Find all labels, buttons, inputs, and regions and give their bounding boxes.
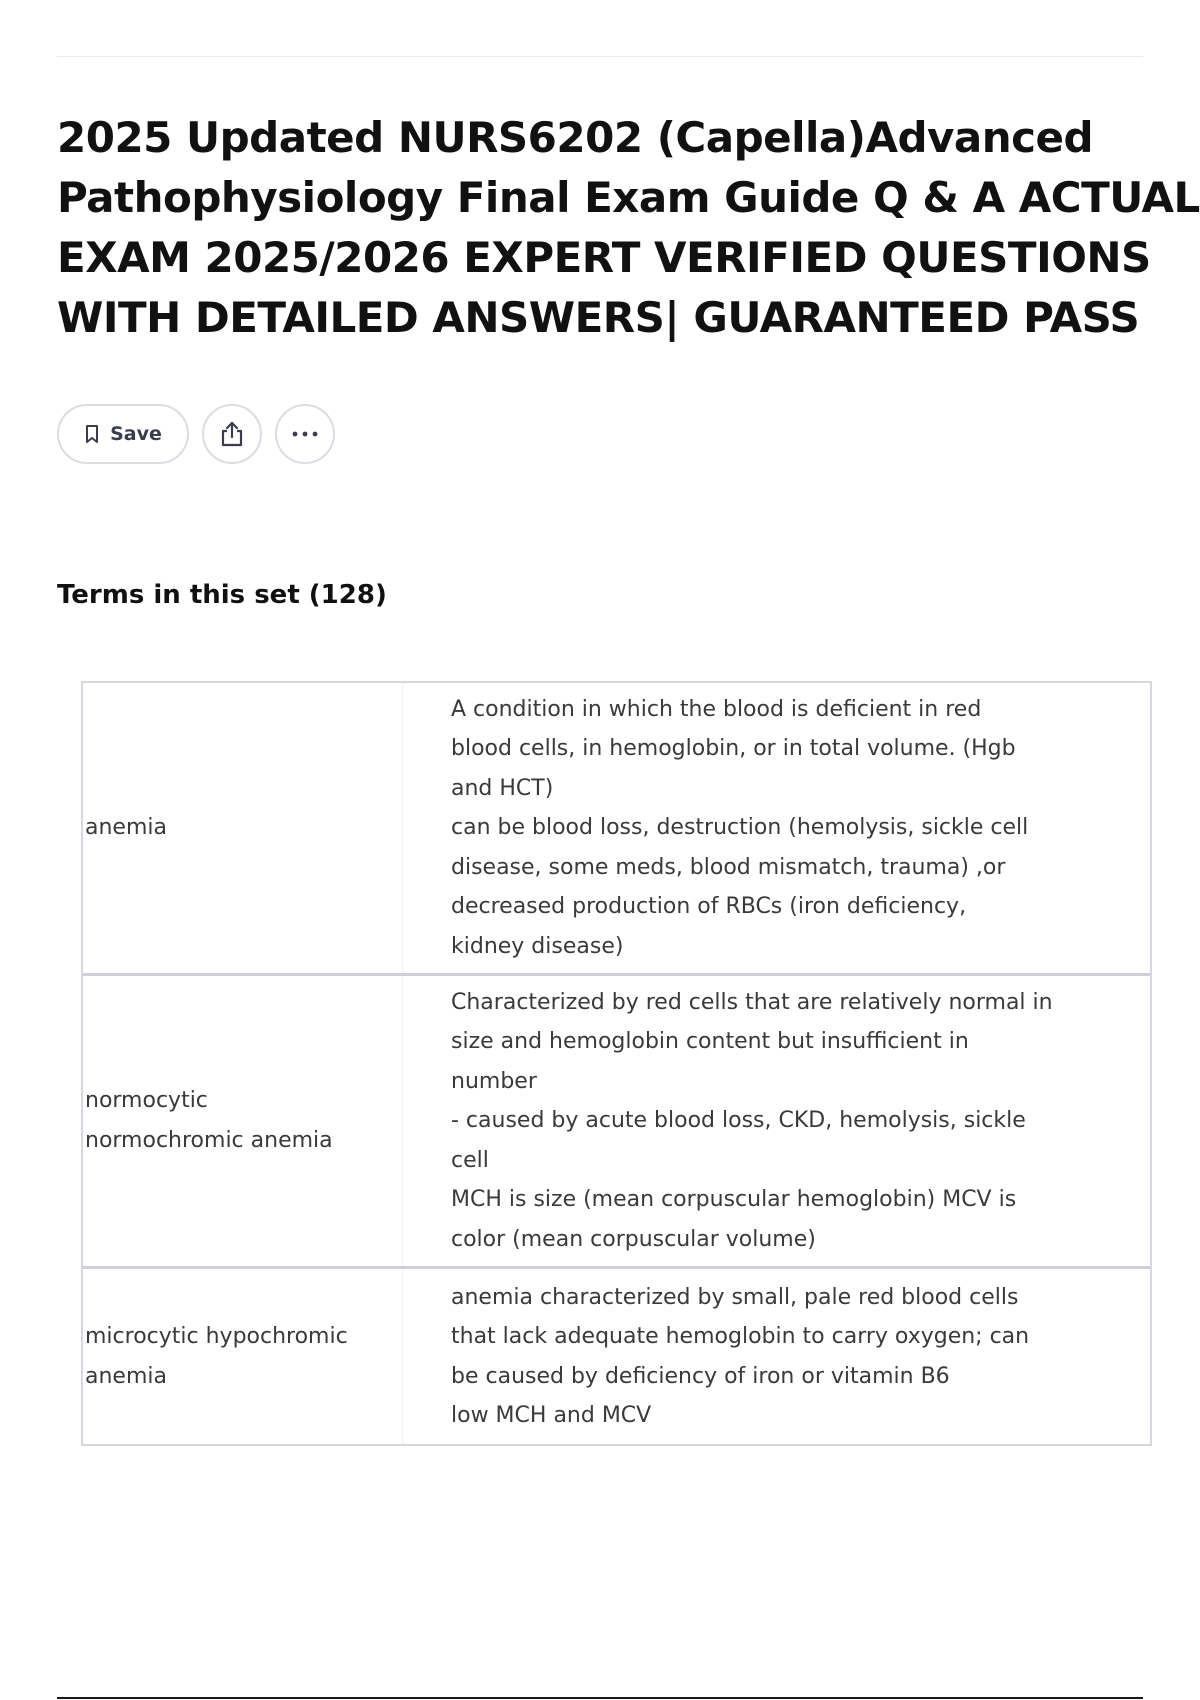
top-divider <box>57 56 1143 57</box>
page-title-line-2: Pathophysiology Final Exam Guide Q & A ACTUAL <box>57 173 1200 222</box>
bookmark-icon <box>84 424 100 444</box>
terms-table <box>81 681 1152 1446</box>
definition-cell <box>403 683 1150 973</box>
term-text: anemia <box>85 815 167 840</box>
action-bar <box>57 404 335 464</box>
page-title-line-3: EXAM 2025/2026 EXPERT VERIFIED QUESTIONS <box>57 233 1151 282</box>
term-row[interactable] <box>83 683 1150 976</box>
bottom-divider <box>57 1697 1143 1699</box>
term-row[interactable] <box>83 976 1150 1269</box>
more-icon <box>290 430 320 438</box>
term-text: normocytic normochromic anemia <box>85 1088 333 1153</box>
share-icon <box>219 420 245 448</box>
term-text: microcytic hypochromic anemia <box>85 1323 348 1389</box>
term-cell <box>83 1269 403 1444</box>
page-title <box>57 108 1200 348</box>
definition-text: A condition in which the blood is deficient in red blood cells, in hemoglobin, or in total volume. (Hgb and HCT) can be blood loss, destruction (hemolysis, sickle cell disease, some meds, blood mismatch, trauma) ,or decreased production of RBCs (iron deficiency, kidney disease) <box>451 696 1029 959</box>
more-options-button[interactable] <box>275 404 335 464</box>
save-button-label: Save <box>110 423 162 445</box>
page-title-line-4: WITH DETAILED ANSWERS| GUARANTEED PASS <box>57 293 1140 342</box>
definition-text: Characterized by red cells that are relatively normal in size and hemoglobin content but insufficient in number - caused by acute blood loss, CKD, hemolysis, sickle cell MCH is size (mean corpuscular hemoglobin) MCV is color (mean corpuscular volume) <box>451 989 1053 1252</box>
term-cell <box>83 976 403 1266</box>
save-button[interactable] <box>57 404 189 464</box>
definition-text: anemia characterized by small, pale red blood cells that lack adequate hemoglobin to carry oxygen; can be caused by deficiency of iron or vitamin B6 low MCH and MCV <box>451 1284 1030 1428</box>
definition-cell <box>403 976 1150 1266</box>
term-row[interactable] <box>83 1269 1150 1444</box>
term-cell <box>83 683 403 973</box>
page-title-line-1: 2025 Updated NURS6202 (Capella)Advanced <box>57 113 1094 162</box>
terms-heading: Terms in this set (128) <box>57 580 387 610</box>
share-button[interactable] <box>202 404 262 464</box>
definition-cell <box>403 1269 1150 1444</box>
